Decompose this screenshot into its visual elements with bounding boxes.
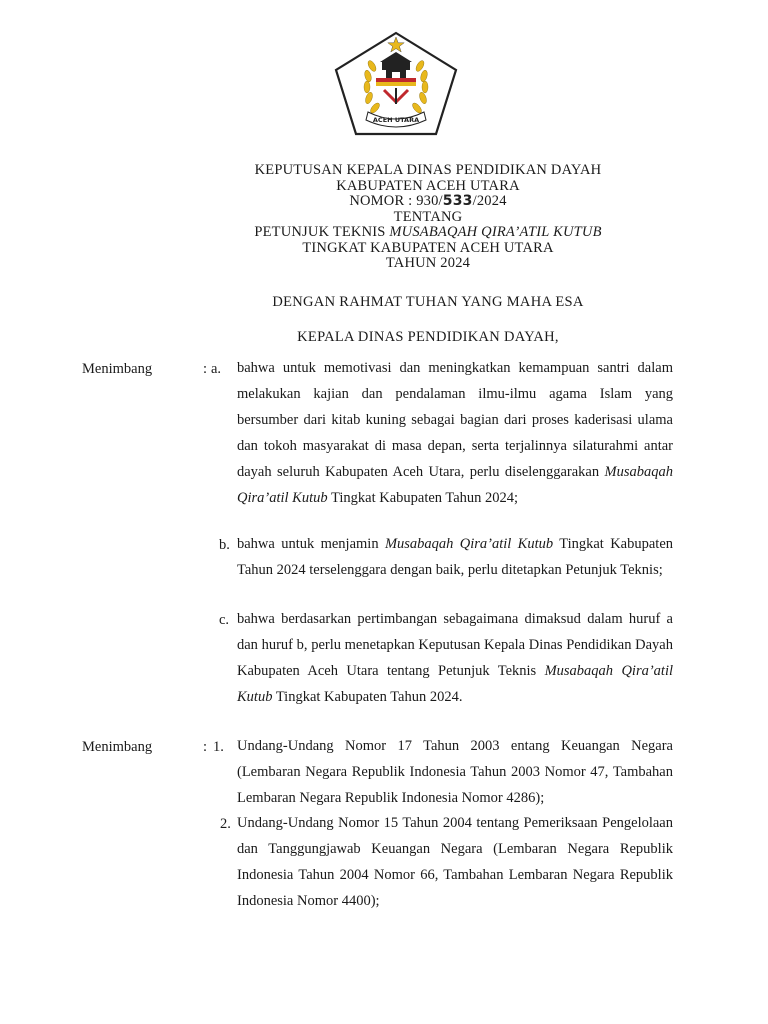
menimbang-label: Menimbang (82, 361, 153, 377)
mengingat-colon: : (203, 739, 208, 755)
emblem-icon (332, 30, 460, 140)
kepala-line: KEPALA DINAS PENDIDIKAN DAYAH, (297, 329, 559, 345)
item-2-marker: 2. (220, 816, 231, 832)
mengingat-item-2: Undang-Undang Nomor 15 Tahun 2004 tentang Pemeriksaan Pengelolaan dan Tanggungjawab Keuangan Negara (Lembaran Negara Republik Indonesia Tahun 2004 Nomor 66, Tambahan Lembaran Negara Republik Indonesia Nomor 4400); (237, 815, 673, 909)
mengingat-label: Menimbang (82, 739, 153, 755)
header-subject: PETUNJUK TEKNIS MUSABAQAH QIRA’ATIL KUTUB (254, 224, 602, 240)
menimbang-item-c: bahwa berdasarkan pertimbangan sebagaimana dimaksud dalam huruf a dan huruf b, perlu menetapkan Keputusan Kepala Dinas Pendidikan Dayah Kabupaten Aceh Utara tentang Petunjuk Teknis Musabaqah Qira’atil Kutub Tingkat Kabupaten Tahun 2024. (237, 611, 673, 705)
menimbang-item-a: bahwa untuk memotivasi dan meningkatkan kemampuan santri dalam melakukan kajian dan pendalaman ilmu-ilmu agama Islam yang bersumber dari kitab kuning sebagai bagian dari proses kaderisasi ulama dan tokoh masyarakat di masa depan, serta terjalinnya silaturahmi antar dayah seluruh Kabupaten Aceh Utara, perlu diselenggarakan Musabaqah Qira’atil Kutub Tingkat Kabupaten Tahun 2024; (237, 360, 674, 506)
menimbang-colon: : (203, 361, 208, 377)
header-title: KEPUTUSAN KEPALA DINAS PENDIDIKAN DAYAH (254, 162, 602, 178)
header-region: KABUPATEN ACEH UTARA (336, 177, 520, 194)
item-c-marker: c. (219, 612, 230, 628)
menimbang-item-b: bahwa untuk menjamin Musabaqah Qira’atil Kutub Tingkat Kabupaten Tahun 2024 terselenggara dengan baik, perlu ditetapkan Petunjuk Teknis; (237, 536, 674, 578)
header-year: TAHUN 2024 (385, 255, 471, 271)
decree-number: NOMOR : 930/533/2024 (349, 193, 507, 209)
svg-text:ACEH UTARA: ACEH UTARA (372, 116, 420, 124)
item-1-marker: 1. (213, 739, 224, 755)
header-level: TINGKAT KABUPATEN ACEH UTARA (302, 239, 554, 256)
item-a-marker: a. (211, 361, 222, 377)
header-tentang: TENTANG (393, 208, 463, 225)
aceh-utara-emblem (332, 30, 460, 140)
handwritten-number: 533 (442, 193, 473, 209)
rahmat-line: DENGAN RAHMAT TUHAN YANG MAHA ESA (272, 294, 584, 310)
item-b-marker: b. (219, 537, 230, 553)
mengingat-item-1: Undang-Undang Nomor 17 Tahun 2003 entang Keuangan Negara (Lembaran Negara Republik Indonesia Tahun 2003 Nomor 47, Tambahan Lembaran Negara Republik Indonesia Nomor 4286); (237, 738, 673, 806)
decree-header (200, 163, 656, 272)
